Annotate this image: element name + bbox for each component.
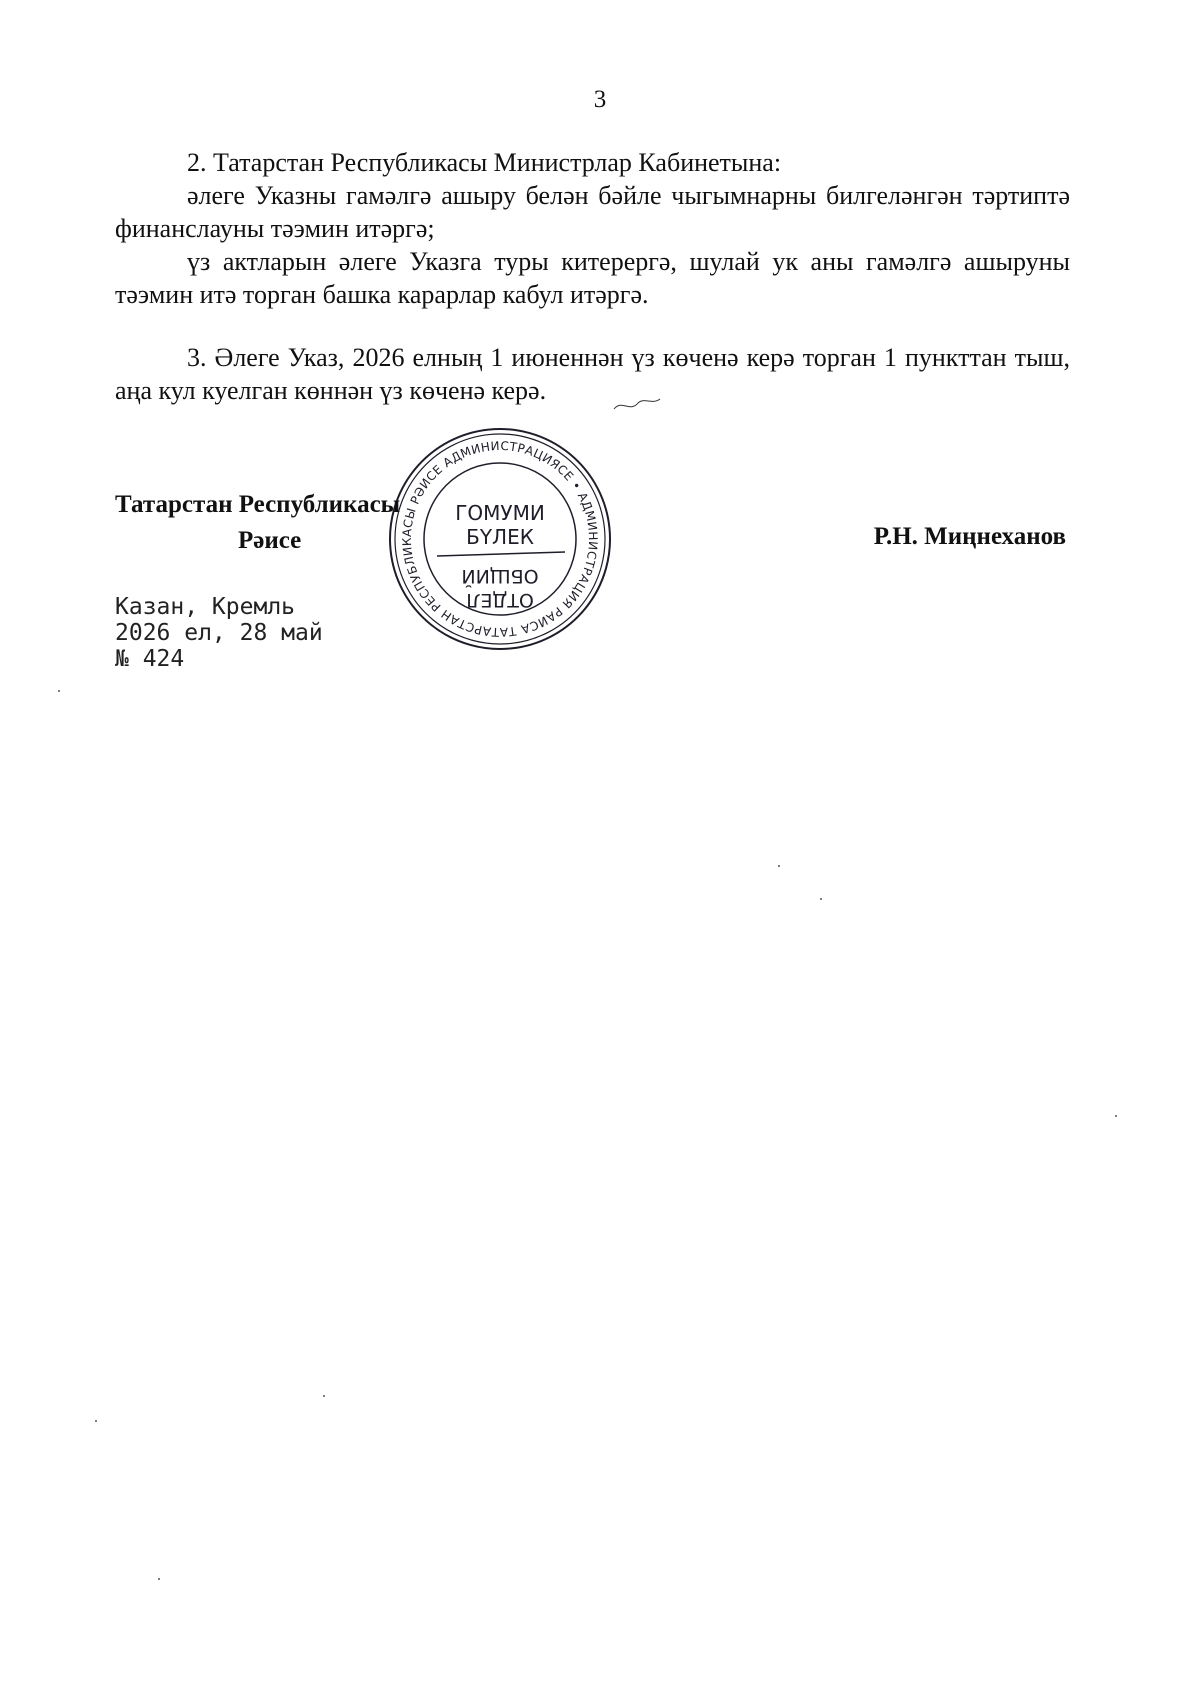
official-seal-stamp — [385, 424, 615, 654]
scan-speck — [820, 898, 822, 900]
scan-speck — [158, 1578, 160, 1580]
pen-mark — [612, 395, 662, 415]
signatory-title-line-1: Татарстан Республикасы — [115, 491, 401, 518]
scan-speck — [95, 1420, 97, 1422]
paragraph-3: 3. Әлеге Указ, 2026 елның 1 июненнән үз көченә керә торган 1 пункттан тыш, аңа кул куелган көннән үз көченә керә. — [115, 343, 1070, 405]
decree-body — [115, 146, 1070, 407]
scan-speck — [58, 690, 60, 692]
paragraph-2-item-2: үз актларын әлеге Указга туры китерергә, шулай ук аны гамәлгә ашыруны тәэмин итә торган башка карарлар кабул итәргә. — [115, 247, 1070, 309]
seal-inner-line-2: БҮЛЕК — [466, 525, 534, 549]
issue-details — [115, 594, 323, 672]
signatory-title-line-2: Рәисе — [238, 527, 302, 554]
signatory-title — [115, 487, 400, 559]
seal-inner-line-1: ГОМУМИ — [455, 501, 545, 525]
scan-speck — [1115, 1115, 1117, 1117]
seal-inner-line-4: ОБЩИЙ — [461, 565, 539, 587]
seal-outer-ring-textpath: ТАТАРСТАН РЕСПУБЛИКАСЫ РӘИСЕ АДМИНИСТРАЦИЯСЕ • АДМИНИСТРАЦИЯ РАИСА — [399, 438, 601, 640]
page-number: 3 — [593, 86, 607, 113]
issue-place: Казан, Кремль — [115, 594, 296, 620]
issue-number: № 424 — [115, 646, 185, 672]
scan-speck — [778, 865, 780, 867]
paragraph-2-heading: 2. Татарстан Республикасы Министрлар Кабинетына: — [187, 148, 782, 177]
scan-speck — [323, 1395, 325, 1397]
seal-inner-line-3: ОТДЕЛ — [466, 589, 534, 611]
seal-divider — [437, 552, 565, 556]
issue-date: 2026 ел, 28 май — [115, 620, 323, 646]
paragraph-2-item-1: әлеге Указны гамәлгә ашыру белән бәйле чыгымнарны билгеләнгән тәртиптә финанслауны тәэмин итәргә; — [115, 181, 1070, 243]
signatory-name: Р.Н. Миңнеханов — [873, 523, 1066, 550]
